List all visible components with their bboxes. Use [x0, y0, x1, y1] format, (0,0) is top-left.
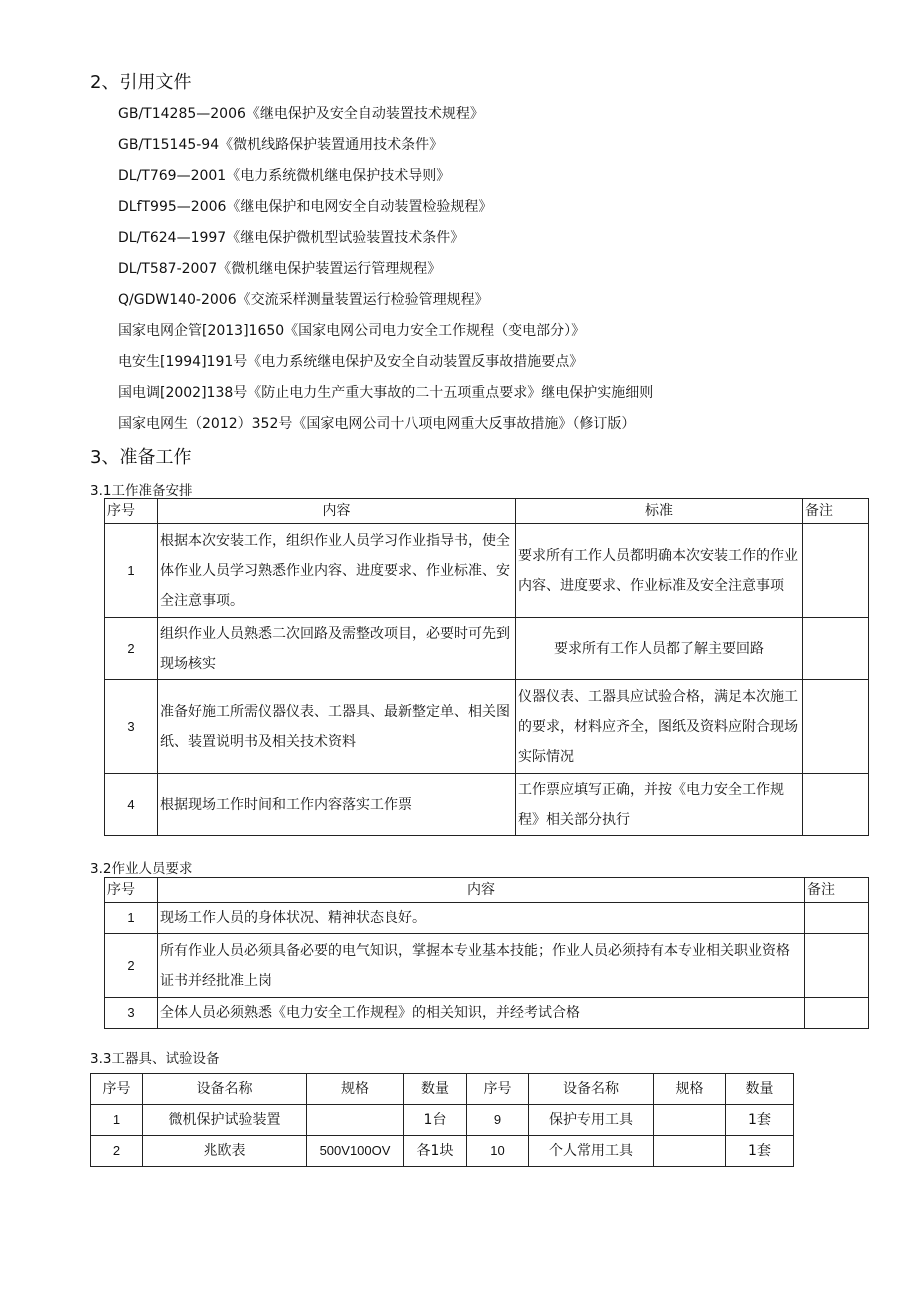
- section-2-title: 2、引用文件: [90, 72, 192, 93]
- cell: 1台: [404, 1105, 467, 1136]
- table-row: [91, 1105, 794, 1136]
- subsection-3-2-title: 3.2作业人员要求: [90, 861, 193, 877]
- reference-item: DL/T587-2007《微机继电保护装置运行管理规程》: [118, 261, 442, 277]
- header-cell: 内容: [158, 878, 805, 903]
- row-standard: 仪器仪表、工器具应试验合格，满足本次施工的要求，材料应齐全，图纸及资料应附合现场实际情况: [516, 680, 803, 774]
- header-cell: 序号: [91, 1074, 143, 1105]
- cell: [654, 1136, 726, 1167]
- cell: 500V100OV: [307, 1136, 404, 1167]
- cell: 2: [91, 1136, 143, 1167]
- cell: 9: [467, 1105, 529, 1136]
- row-number: 2: [105, 618, 158, 680]
- row-number: 2: [105, 934, 158, 998]
- cell: 1: [91, 1105, 143, 1136]
- reference-item: 电安生[1994]191号《电力系统继电保护及安全自动装置反事故措施要点》: [118, 354, 584, 370]
- header-cell: 内容: [158, 499, 516, 524]
- header-cell: 备注: [805, 878, 869, 903]
- reference-item: 国家电网企管[2013]1650《国家电网公司电力安全工作规程（变电部分）》: [118, 323, 586, 339]
- header-cell: 数量: [726, 1074, 794, 1105]
- table-row: [105, 774, 869, 836]
- row-content: 根据现场工作时间和工作内容落实工作票: [158, 774, 516, 836]
- table-row: [91, 1136, 794, 1167]
- header-cell: 数量: [404, 1074, 467, 1105]
- header-cell: 序号: [467, 1074, 529, 1105]
- header-cell: 备注: [803, 499, 869, 524]
- work-arrangement-table: [104, 498, 869, 836]
- cell: 微机保护试验装置: [143, 1105, 307, 1136]
- table-row: [105, 998, 869, 1029]
- header-cell: 标准: [516, 499, 803, 524]
- row-content: 现场工作人员的身体状况、精神状态良好。: [158, 903, 805, 934]
- row-note: [805, 934, 869, 998]
- cell: 兆欧表: [143, 1136, 307, 1167]
- row-note: [805, 998, 869, 1029]
- header-cell: 设备名称: [143, 1074, 307, 1105]
- row-standard: 要求所有工作人员都了解主要回路: [516, 618, 803, 680]
- row-note: [803, 680, 869, 774]
- row-content: 组织作业人员熟悉二次回路及需整改项目，必要时可先到现场核实: [158, 618, 516, 680]
- row-note: [803, 524, 869, 618]
- row-content: 根据本次安装工作，组织作业人员学习作业指导书，使全体作业人员学习熟悉作业内容、进度要求、作业标准、安全注意事项。: [158, 524, 516, 618]
- table-row: [105, 618, 869, 680]
- row-content: 准备好施工所需仪器仪表、工器具、最新整定单、相关图纸、装置说明书及相关技术资料: [158, 680, 516, 774]
- table-header-row: [105, 499, 869, 524]
- reference-item: 国电调[2002]138号《防止电力生产重大事故的二十五项重点要求》继电保护实施细则: [118, 385, 654, 401]
- row-standard: 要求所有工作人员都明确本次安装工作的作业内容、进度要求、作业标准及安全注意事项: [516, 524, 803, 618]
- row-note: [803, 618, 869, 680]
- table-row: [105, 680, 869, 774]
- reference-item: Q/GDW140-2006《交流采样测量装置运行检验管理规程》: [118, 292, 489, 308]
- cell: 1套: [726, 1105, 794, 1136]
- row-content: 全体人员必须熟悉《电力安全工作规程》的相关知识，并经考试合格: [158, 998, 805, 1029]
- cell: 保护专用工具: [529, 1105, 654, 1136]
- cell: 各1块: [404, 1136, 467, 1167]
- table-row: [105, 524, 869, 618]
- table-header-row: [91, 1074, 794, 1105]
- cell: 10: [467, 1136, 529, 1167]
- section-3-title: 3、准备工作: [90, 447, 192, 468]
- cell: 个人常用工具: [529, 1136, 654, 1167]
- row-content: 所有作业人员必须具备必要的电气知识，掌握本专业基本技能；作业人员必须持有本专业相关职业资格证书并经批准上岗: [158, 934, 805, 998]
- cell: 1套: [726, 1136, 794, 1167]
- header-cell: 序号: [105, 499, 158, 524]
- personnel-requirements-table: [104, 877, 869, 1029]
- row-number: 1: [105, 524, 158, 618]
- reference-item: DLfT995—2006《继电保护和电网安全自动装置检验规程》: [118, 199, 493, 215]
- equipment-table: [90, 1073, 794, 1167]
- header-cell: 序号: [105, 878, 158, 903]
- subsection-3-3-title: 3.3工器具、试验设备: [90, 1051, 220, 1067]
- reference-item: GB/T14285—2006《继电保护及安全自动装置技术规程》: [118, 106, 484, 122]
- reference-item: DL/T769—2001《电力系统微机继电保护技术导则》: [118, 168, 451, 184]
- header-cell: 规格: [307, 1074, 404, 1105]
- row-number: 3: [105, 680, 158, 774]
- header-cell: 设备名称: [529, 1074, 654, 1105]
- row-standard: 工作票应填写正确，并按《电力安全工作规程》相关部分执行: [516, 774, 803, 836]
- cell: [654, 1105, 726, 1136]
- reference-item: DL/T624—1997《继电保护微机型试验装置技术条件》: [118, 230, 465, 246]
- reference-item: 国家电网生（2012）352号《国家电网公司十八项电网重大反事故措施》（修订版）: [118, 416, 636, 432]
- row-number: 1: [105, 903, 158, 934]
- row-note: [805, 903, 869, 934]
- row-note: [803, 774, 869, 836]
- cell: [307, 1105, 404, 1136]
- row-number: 3: [105, 998, 158, 1029]
- table-row: [105, 934, 869, 998]
- table-row: [105, 903, 869, 934]
- row-number: 4: [105, 774, 158, 836]
- reference-item: GB/T15145-94《微机线路保护装置通用技术条件》: [118, 137, 444, 153]
- subsection-3-1-title: 3.1工作准备安排: [90, 483, 193, 499]
- header-cell: 规格: [654, 1074, 726, 1105]
- table-header-row: [105, 878, 869, 903]
